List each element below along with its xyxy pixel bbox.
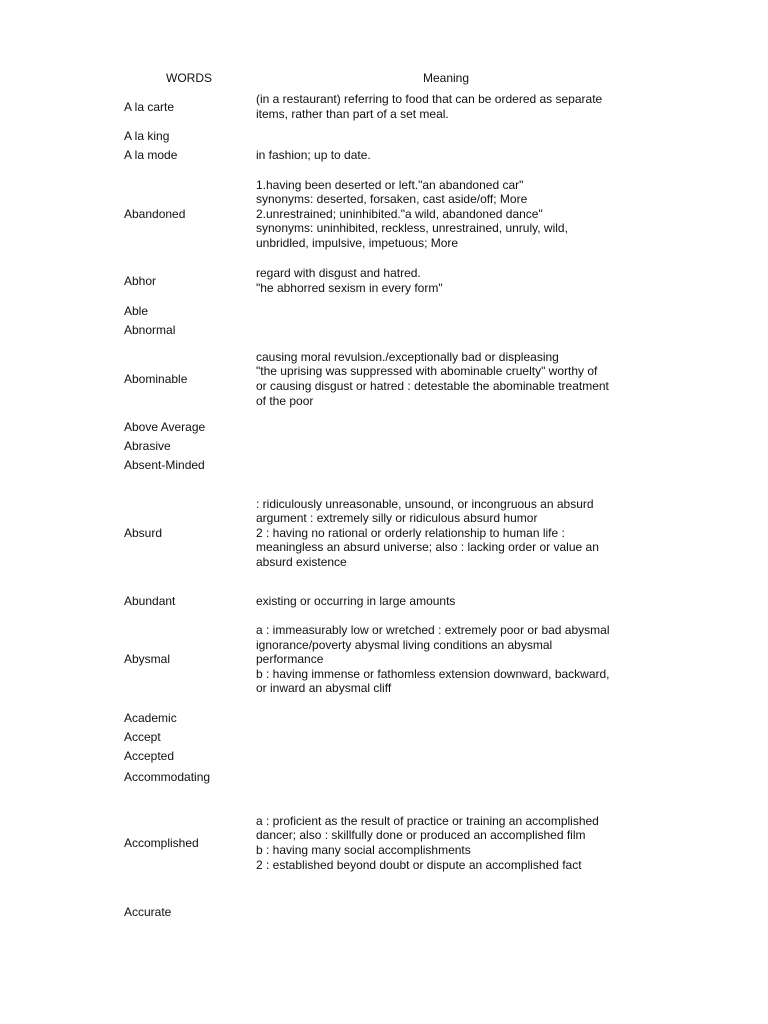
word-text: Abnormal <box>124 323 176 338</box>
word-text: Accomplished <box>124 835 199 850</box>
word-cell <box>124 322 248 339</box>
meaning-text: in fashion; up to date. <box>256 148 371 163</box>
meaning-cell <box>256 350 636 408</box>
word-cell <box>124 147 248 164</box>
meaning-cell <box>256 266 636 296</box>
word-cell <box>124 497 248 569</box>
column-header-words: WORDS <box>166 71 212 85</box>
word-cell <box>124 748 248 765</box>
meaning-cell <box>256 729 636 746</box>
word-cell <box>124 593 248 610</box>
word-text: A la carte <box>124 99 175 114</box>
word-cell <box>124 419 248 435</box>
word-cell <box>124 303 248 319</box>
word-cell <box>124 622 248 697</box>
word-cell <box>124 710 248 726</box>
word-text: Above Average <box>124 419 206 434</box>
word-text: Abundant <box>124 594 176 609</box>
word-text: Accurate <box>124 904 172 919</box>
word-text: Able <box>124 303 149 318</box>
meaning-text: existing or occurring in large amounts <box>256 594 456 609</box>
word-text: Abominable <box>124 371 188 386</box>
meaning-text: 1.having been deserted or left."an abandoned car" synonyms: deserted, forsaken, cast aside/off; More 2.unrestrained; uninhibited."a wild, abandoned dance" synonyms: uninhibited, reckless, unrestrained, unruly, wild, unbridled, impulsive, impetuous; More <box>256 177 568 250</box>
word-text: Absent-Minded <box>124 458 205 473</box>
meaning-text: a : immeasurably low or wretched : extremely poor or bad abysmal ignorance/poverty abysmal living conditions an abysmal performance b : having immense or fathomless extension downward, backward, or inward an abysmal cliff <box>256 623 610 696</box>
meaning-cell <box>256 497 636 569</box>
word-text: Abysmal <box>124 652 171 667</box>
word-cell <box>124 438 248 455</box>
meaning-text: causing moral revulsion./exceptionally bad or displeasing "the uprising was suppressed with abominable cruelty" worthy of or causing disgust or hatred : detestable the abominable treatment of the poor <box>256 349 609 408</box>
meaning-cell <box>256 593 636 610</box>
meaning-cell <box>256 768 636 786</box>
meaning-cell <box>256 128 636 144</box>
word-text: Accommodating <box>124 769 211 784</box>
meaning-cell <box>256 710 636 726</box>
meaning-text: a : proficient as the result of practice or training an accomplished dancer; also : skillfully done or produced an accomplished film b : having many social accomplishments 2 : established beyond doubt or dispute an accomplished fact <box>256 813 599 872</box>
meaning-cell <box>256 147 636 164</box>
meaning-cell <box>256 303 636 319</box>
word-text: A la mode <box>124 148 178 163</box>
meaning-cell <box>256 419 636 435</box>
word-cell <box>124 903 248 921</box>
word-text: A la king <box>124 128 170 143</box>
word-text: Academic <box>124 710 177 725</box>
meaning-cell <box>256 438 636 455</box>
meaning-cell <box>256 92 636 122</box>
meaning-cell <box>256 814 636 872</box>
meaning-cell <box>256 322 636 339</box>
word-text: Accept <box>124 730 161 745</box>
word-cell <box>124 457 248 474</box>
meaning-text: : ridiculously unreasonable, unsound, or incongruous an absurd argument : extremely silly or ridiculous absurd humor 2 : having no rational or orderly relationship to human life : meaningless an absurd universe; also : lacking order or value an absurd existence <box>256 496 599 569</box>
meaning-cell <box>256 457 636 474</box>
word-cell <box>124 768 248 786</box>
word-text: Abrasive <box>124 439 171 454</box>
column-header-meaning: Meaning <box>422 71 470 85</box>
word-cell <box>124 178 248 250</box>
word-cell <box>124 729 248 746</box>
meaning-text: regard with disgust and hatred. "he abhorred sexism in every form" <box>256 266 443 295</box>
meaning-cell <box>256 903 636 921</box>
word-text: Abandoned <box>124 206 186 221</box>
word-text: Accepted <box>124 749 175 764</box>
word-cell <box>124 92 248 122</box>
word-cell <box>124 266 248 296</box>
word-cell <box>124 350 248 408</box>
word-cell <box>124 128 248 144</box>
meaning-text: (in a restaurant) referring to food that can be ordered as separate items, rather than part of a set meal. <box>256 92 603 121</box>
word-text: Absurd <box>124 525 163 540</box>
word-cell <box>124 814 248 872</box>
meaning-cell <box>256 748 636 765</box>
meaning-cell <box>256 178 636 250</box>
word-text: Abhor <box>124 273 157 288</box>
meaning-cell <box>256 622 636 697</box>
